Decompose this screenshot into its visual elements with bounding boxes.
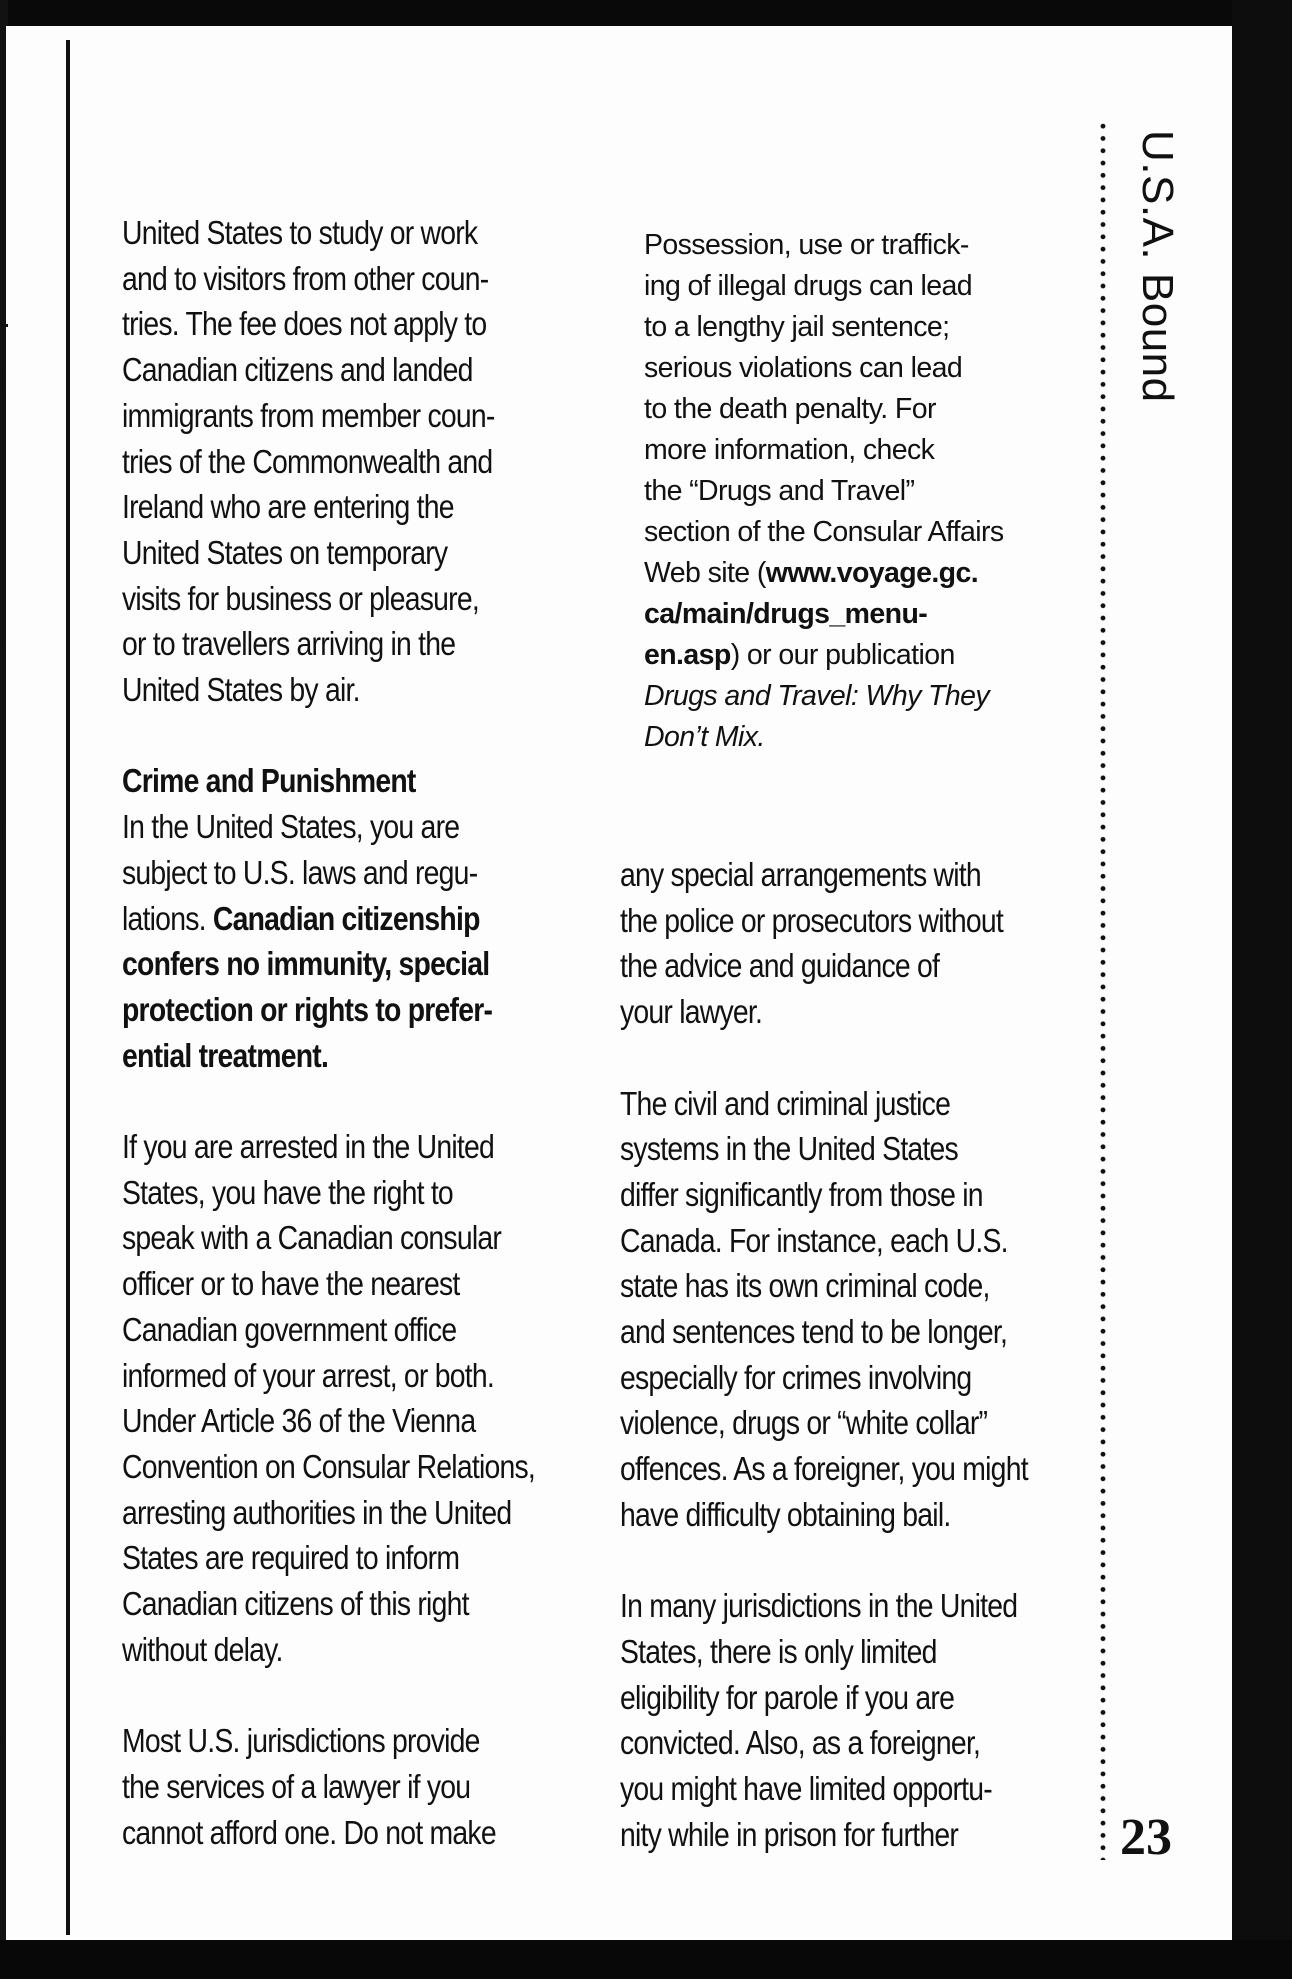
page-number: 23 [1120,1809,1172,1866]
text-line: immigrants from member coun- [122,396,495,434]
text-line: visits for business or pleasure, [122,579,479,617]
scan-border-right [1232,0,1292,1979]
text-line: officer or to have the nearest [122,1265,460,1303]
text-line: offences. As a foreigner, you might [620,1450,1028,1488]
sidebar-line: to the death penalty. For [644,393,936,425]
text-line: In many jurisdictions in the United [620,1587,1018,1625]
intro-paragraph [122,210,595,713]
publication-title: Drugs and Travel: Why They [644,680,989,712]
edge-mark [0,640,4,643]
sidebar-line: more information, check [644,434,935,466]
text-emphasis: Canadian citizenship [212,899,480,937]
text-line: convicted. Also, as a foreigner, [620,1724,981,1762]
sidebar-line [644,635,1064,676]
text-line-emphasis: protection or rights to prefer- [122,990,493,1028]
text-line: arresting authorities in the United [122,1493,512,1531]
text-line: Ireland who are entering the [122,488,454,526]
parole-paragraph [620,1583,1093,1857]
text-line: United States on temporary [122,533,448,571]
consular-url-link[interactable]: ca/main/drugs_menu- [644,598,928,630]
consular-url-link[interactable]: en.asp [644,639,731,671]
text-line-emphasis: ential treatment. [122,1036,329,1074]
text-line: In the United States, you are [122,808,460,846]
arrangement-paragraph [620,852,1093,1035]
text-line: United States by air. [122,671,360,709]
text-line: Canadian citizens of this right [122,1585,469,1623]
dotted-margin-rule [1099,120,1107,1860]
text-line: without delay. [122,1630,283,1668]
text-plain: lations. [122,899,213,937]
text-line: tries of the Commonwealth and [122,442,493,480]
right-column [620,852,1093,1857]
sidebar-text: ) or our publication [730,639,955,671]
arrest-paragraph [122,1124,595,1672]
drugs-sidebar [644,225,1064,758]
text-line: you might have limited opportu- [620,1770,992,1808]
text-line: Under Article 36 of the Vienna [122,1402,476,1440]
text-line: the advice and guidance of [620,947,940,985]
sidebar-line: the “Drugs and Travel” [644,475,915,507]
edge-mark [0,324,8,327]
scan-border-bottom [0,1940,1292,1979]
sidebar-line: to a lengthy jail sentence; [644,311,950,343]
text-line: Canadian citizens and landed [122,351,473,389]
text-line: Convention on Consular Relations, [122,1447,536,1485]
text-line: States are required to inform [122,1539,460,1577]
sidebar-line: Possession, use or traffick- [644,229,969,261]
edge-mark [0,830,5,833]
text-line: States, there is only limited [620,1632,937,1670]
text-line: the police or prosecutors without [620,901,1004,939]
text-line: cannot afford one. Do not make [122,1813,496,1851]
text-line: Canada. For instance, each U.S. [620,1221,1008,1259]
section-heading: Crime and Punishment [122,762,416,800]
text-line: violence, drugs or “white collar” [620,1404,988,1442]
text-line: differ significantly from those in [620,1175,983,1213]
text-line: or to travellers arriving in the [122,625,456,663]
text-line: systems in the United States [620,1130,958,1168]
edge-mark [0,368,4,388]
text-line: The civil and criminal justice [620,1084,951,1122]
text-line [122,896,595,942]
text-line: state has its own criminal code, [620,1267,990,1305]
crime-paragraph [122,804,595,1078]
text-line: any special arrangements with [620,856,981,893]
justice-paragraph [620,1081,1093,1538]
sidebar-line: section of the Consular Affairs [644,516,1004,548]
binding-gutter-line [66,40,70,1935]
text-line: United States to study or work [122,214,478,251]
text-line-emphasis: confers no immunity, special [122,945,490,983]
text-line: and sentences tend to be longer, [620,1313,1008,1351]
text-line: and to visitors from other coun- [122,259,489,297]
sidebar-text: Web site ( [644,557,766,589]
sidebar-line [644,553,1064,594]
text-line: nity while in prison for further [620,1815,959,1853]
text-line: tries. The fee does not apply to [122,305,487,343]
consular-url-link[interactable]: www.voyage.gc. [765,557,979,589]
text-line: Most U.S. jurisdictions provide [122,1722,480,1760]
sidebar-line: ing of illegal drugs can lead [644,270,972,302]
text-line: eligibility for parole if you are [620,1678,955,1716]
text-line: have difficulty obtaining bail. [620,1495,951,1533]
text-line: Canadian government office [122,1310,457,1348]
left-column [122,210,595,1855]
text-line: States, you have the right to [122,1173,453,1211]
publication-title: Don’t Mix. [644,721,765,753]
text-line: speak with a Canadian consular [122,1219,502,1257]
edge-mark [0,1740,6,1744]
text-line: informed of your arrest, or both. [122,1356,494,1394]
text-line: If you are arrested in the United [122,1128,495,1166]
text-line: subject to U.S. laws and regu- [122,853,478,891]
text-line: the services of a lawyer if you [122,1767,471,1805]
text-line: your lawyer. [620,993,763,1031]
sidebar-line: serious violations can lead [644,352,963,384]
text-line: especially for crimes involving [620,1358,972,1396]
running-title: U.S.A. Bound [1133,130,1182,403]
lawyer-paragraph [122,1718,595,1855]
